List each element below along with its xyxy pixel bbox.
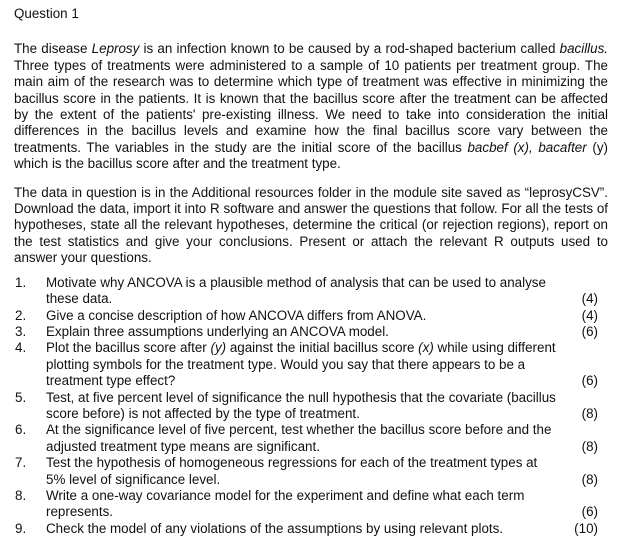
question-number: 1. [15, 274, 27, 290]
term-bacillus: bacillus. [559, 41, 609, 57]
question-number: 2. [15, 307, 27, 323]
question-item-3 [14, 324, 608, 340]
text-run: (y) which is the bacillus score after and the treatment type. [14, 139, 608, 172]
question-marks: (6) [581, 504, 598, 520]
question-heading: Question 1 [14, 6, 79, 21]
intro-paragraph-1 [14, 41, 608, 172]
question-number: 8. [15, 487, 27, 503]
question-number: 9. [15, 520, 27, 536]
question-item-8 [14, 488, 608, 521]
text-run: against the initial bacillus score [226, 340, 419, 356]
intro-paragraph-2: The data in question is in the Additional resources folder in the module site saved as “leprosyCSV”. Download the data, import it into R software and answer the questions that follow. For all the tests of hypotheses, state all the relevant hypotheses, determine the critical (or rejection regions), report on the test statistics and give your conclusions. Present or attach the relevant R outputs used to answer your questions. [14, 184, 608, 266]
question-text: Motivate why ANCOVA is a plausible method of analysis that can be used to analyse these data. [46, 274, 546, 307]
question-item-6 [14, 422, 608, 455]
term-leprosy: Leprosy [91, 41, 140, 57]
question-marks: (8) [581, 405, 598, 421]
question-text [46, 340, 604, 389]
question-text: Write a one-way covariance model for the experiment and define what each term represents. [46, 487, 525, 520]
var-x: (x) [418, 340, 434, 356]
text-run: Plot the bacillus score after [46, 340, 211, 356]
question-item-2 [14, 308, 608, 324]
var-bacbef: bacbef (x), [467, 139, 533, 155]
question-text: Explain three assumptions underlying an ANCOVA model. [46, 323, 389, 339]
question-marks: (10) [574, 520, 598, 536]
question-marks: (8) [581, 471, 598, 487]
question-text: Give a concise description of how ANCOVA differs from ANOVA. [46, 307, 427, 323]
question-item-9 [14, 521, 608, 537]
question-number: 5. [15, 389, 27, 405]
question-number: 3. [15, 323, 27, 339]
question-item-1 [14, 275, 608, 308]
question-document [14, 6, 608, 537]
question-marks: (6) [581, 373, 598, 389]
question-marks: (4) [581, 291, 598, 307]
question-marks: (4) [581, 307, 598, 323]
question-marks: (8) [581, 438, 598, 454]
var-bacafter: bacafter [538, 139, 587, 155]
text-run: Three types of treatments were administered to a sample of 10 patients per treatment group. The main aim of the research was to determine which type of treatment was effective in minimizing the bacillus score in the patients. It is known that the bacillus score after the treatment can be affected by the extent of the patients' pre-existing illness. We need to take into consideration the initial differences in the bacillus levels and examine how the final bacillus score vary between the treatments. The variables in the study are the initial score of the bacillus [14, 57, 608, 155]
question-number: 6. [15, 422, 27, 438]
text-run: while using different plotting symbols for the treatment type. Would you say that there appears to be a treatment type effect? [46, 340, 556, 389]
question-item-5 [14, 390, 608, 423]
question-number: 7. [15, 455, 27, 471]
text-run: The disease [14, 41, 92, 57]
question-number: 4. [15, 340, 27, 356]
question-item-4 [14, 340, 608, 389]
var-y: (y) [210, 340, 227, 356]
question-marks: (6) [581, 323, 598, 339]
question-text: At the significance level of five percent, test whether the bacillus score before and the adjusted treatment type means are significant. [46, 422, 552, 454]
question-text: Test the hypothesis of homogeneous regressions for each of the treatment types at 5% level of significance level. [46, 455, 538, 487]
question-text: Check the model of any violations of the assumptions by using relevant plots. [46, 520, 504, 536]
question-text: Test, at five percent level of significance the null hypothesis that the covariate (bacillus score before) is not affected by the type of treatment. [46, 389, 556, 421]
question-list [14, 275, 608, 538]
text-run: is an infection known to be caused by a rod-shaped bacterium called [139, 41, 560, 57]
question-item-7 [14, 455, 608, 488]
